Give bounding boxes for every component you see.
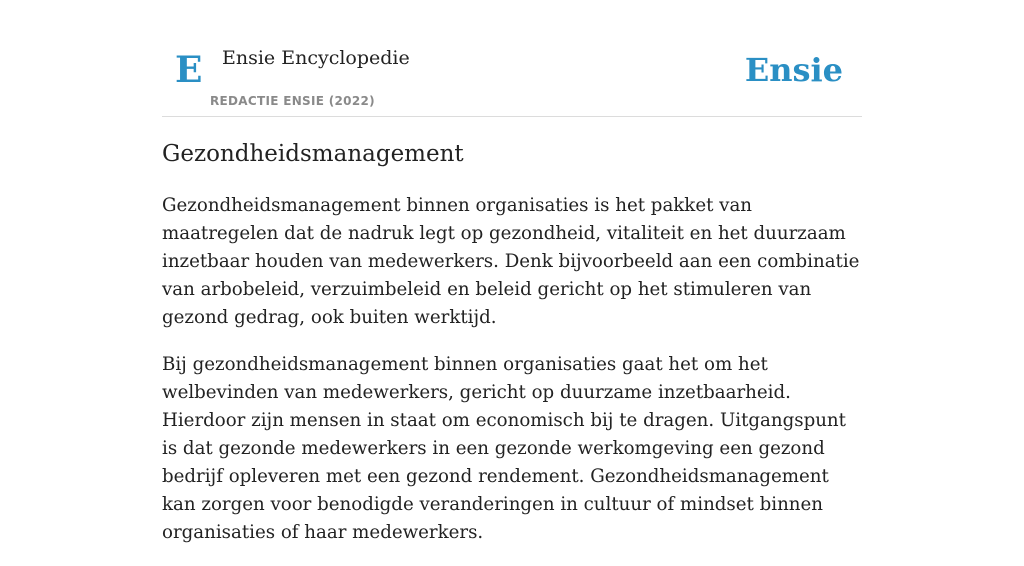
brand-logo[interactable]: Ensie xyxy=(744,51,843,89)
article xyxy=(162,138,864,566)
article-title: Gezondheidsmanagement xyxy=(162,141,464,167)
article-paragraph: Bij gezondheidsmanagement binnen organisaties gaat het om het welbevinden van medewerkers, gericht op duurzame inzetbaarheid. Hierdoor zijn mensen in staat om economisch bij te dragen. Uitgangspunt is dat gezonde medewerkers in een gezonde werkomgeving een gezond bedrijf opleveren met een gezond rendement. Gezondheidsmanagement kan zorgen voor benodigde veranderingen in cultuur of mindset binnen organisaties of haar medewerkers. xyxy=(162,354,846,543)
author-credit: REDACTIE ENSIE (2022) xyxy=(210,94,375,108)
header xyxy=(162,0,862,117)
source-title[interactable]: Ensie Encyclopedie xyxy=(222,47,410,69)
article-paragraph: Gezondheidsmanagement binnen organisaties is het pakket van maatregelen dat de nadruk legt op gezondheid, vitaliteit en het duurzaam inzetbaar houden van medewerkers. Denk bijvoorbeeld aan een combinatie van arbobeleid, verzuimbeleid en beleid gericht op het stimuleren van gezond gedrag, ook buiten werktijd. xyxy=(162,195,860,328)
ensie-logo-icon[interactable]: E xyxy=(175,49,203,91)
